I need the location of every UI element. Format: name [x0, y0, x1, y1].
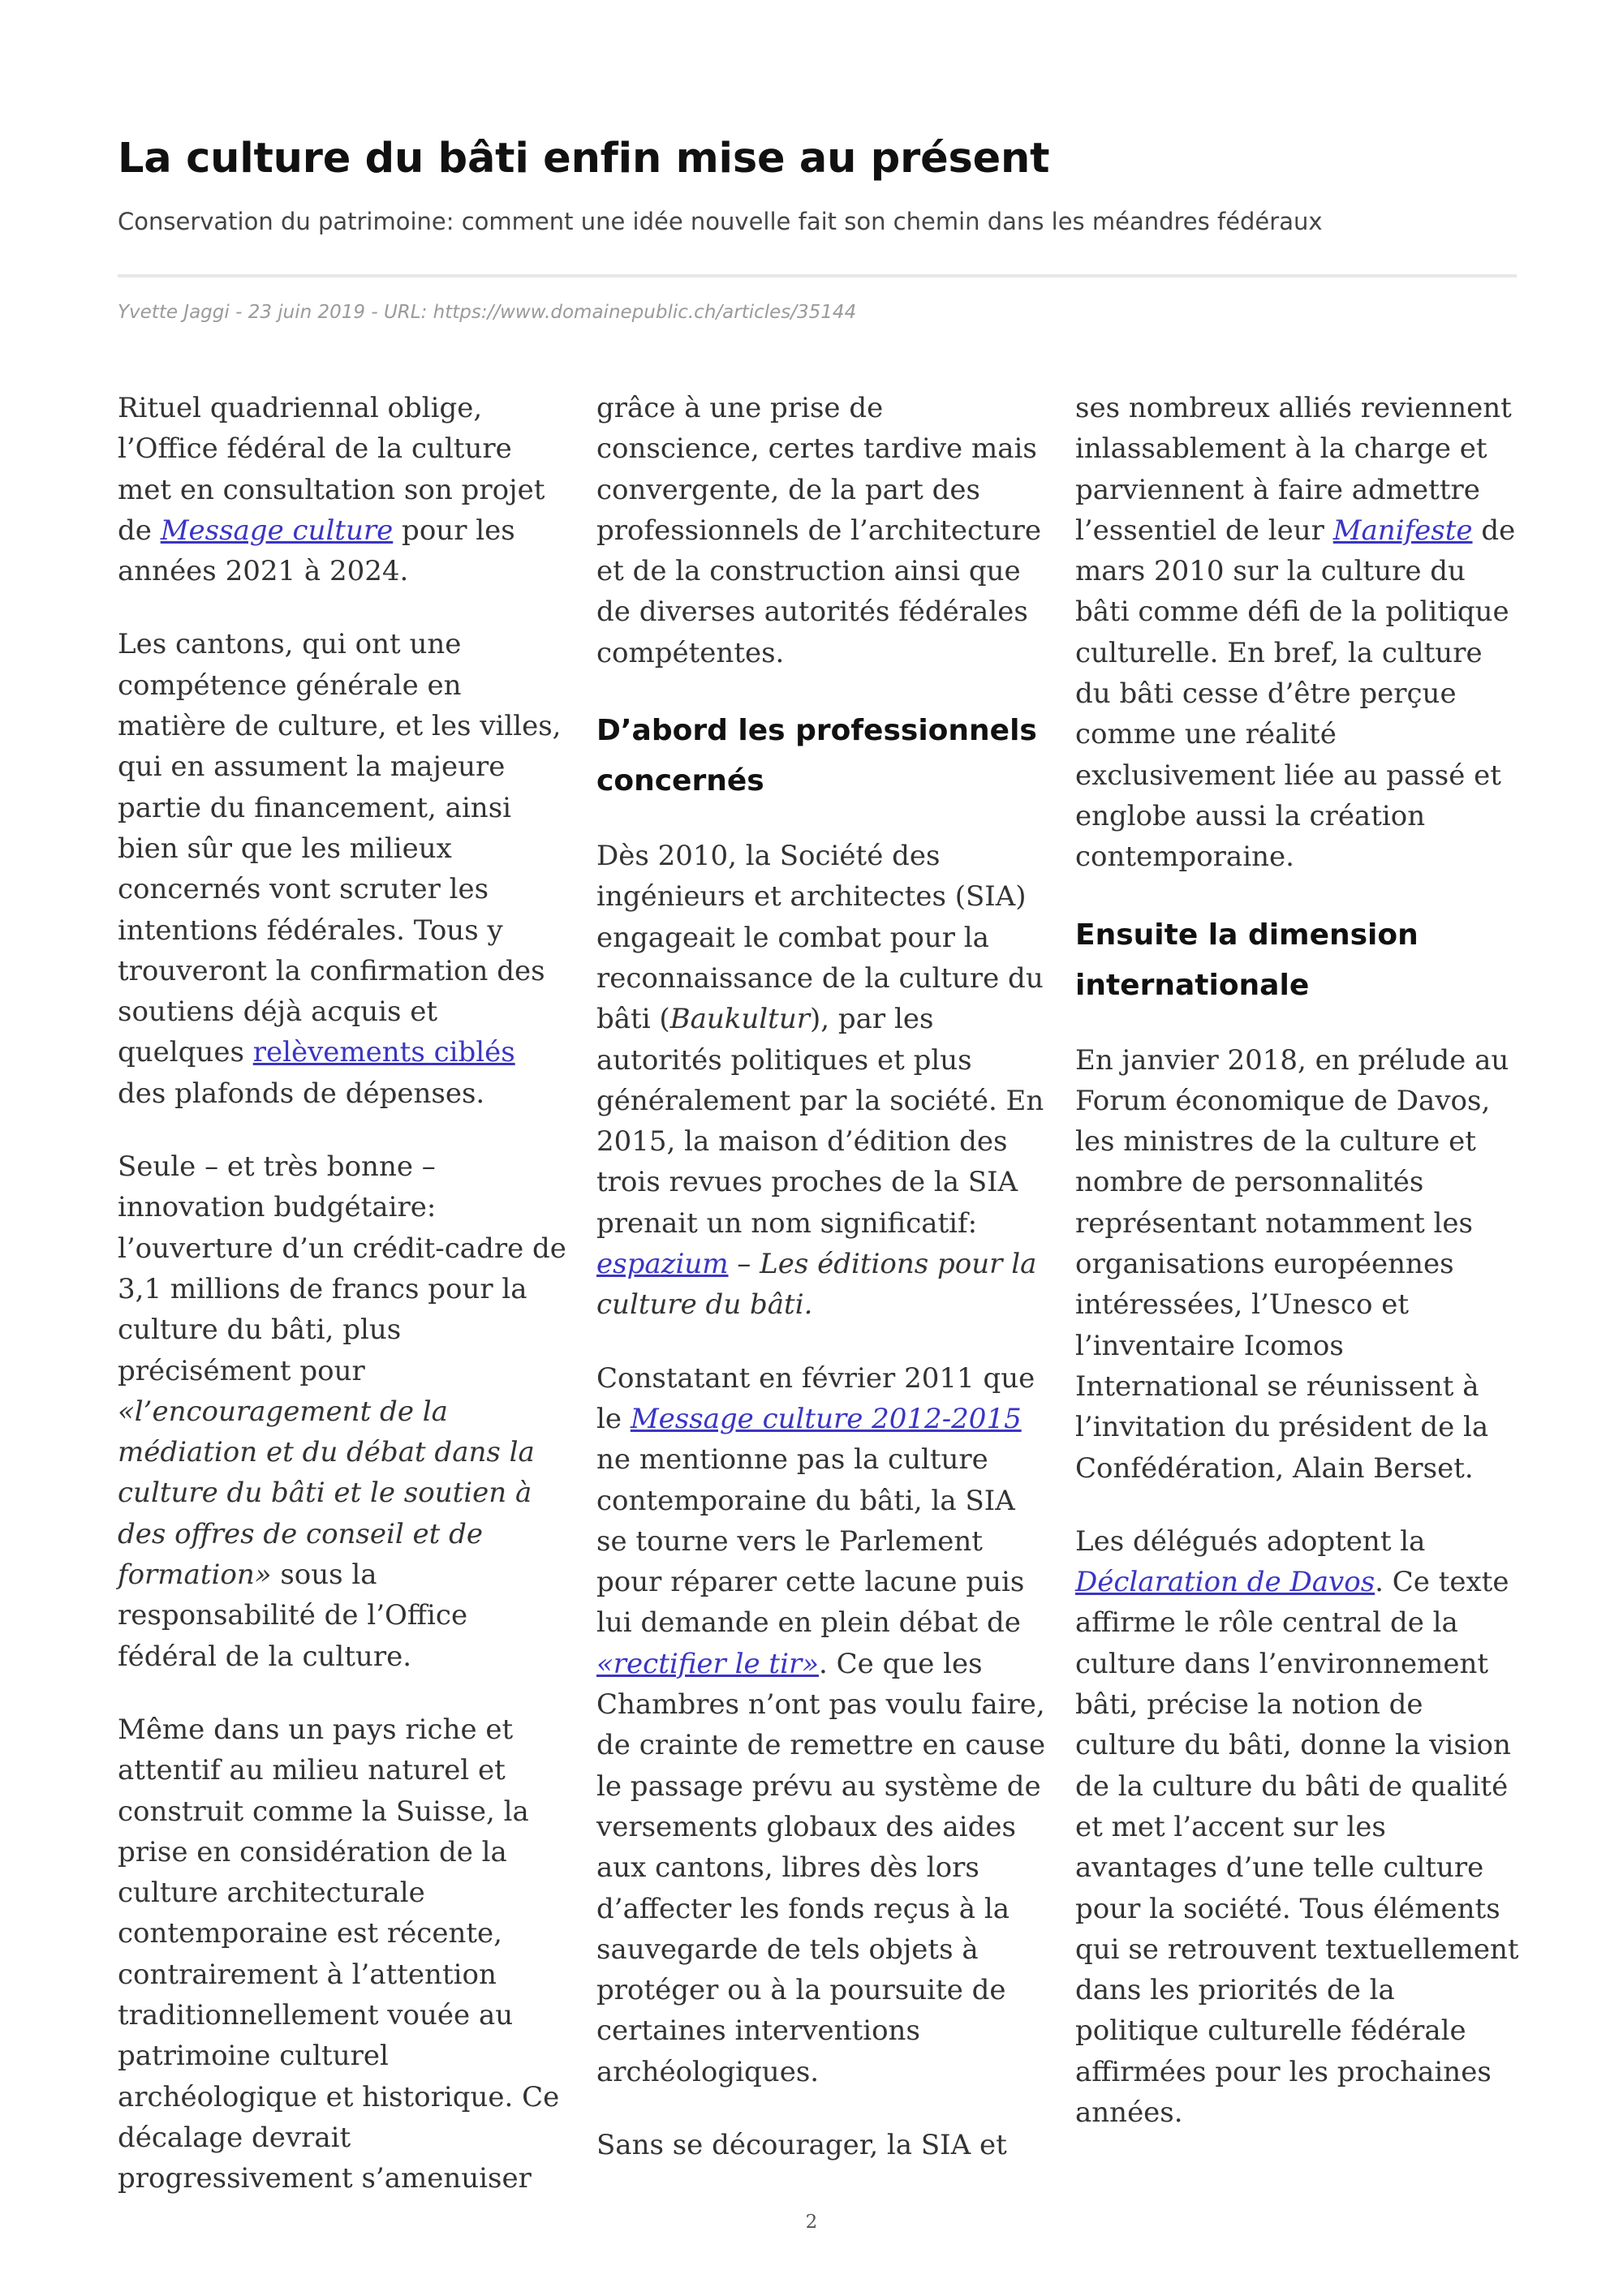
text-run: ), par les autorités politiques et plus généralement par la société. En 2015, la maison d’édition des trois revues proches de la SIA prenait un nom significatif: — [596, 1003, 1044, 1240]
message-culture-2012-2015-link[interactable]: Message culture 2012-2015 — [630, 1402, 1022, 1435]
text-run: ne mentionne pas la culture contemporaine du bâti, la SIA se tourne vers le Parlement pour réparer cette lacune puis lui demande en plein débat de — [596, 1443, 1025, 1640]
quote-text: «l’encouragement de la médiation et du débat dans la culture du bâti et le soutien à des offres de conseil et de formation» — [118, 1395, 535, 1592]
paragraph — [596, 1358, 1047, 2092]
page-number: 2 — [805, 2212, 818, 2233]
espazium-link[interactable]: espazium — [596, 1248, 729, 1281]
article-meta: Yvette Jaggi - 23 juin 2019 - URL: https://www.domainepublic.ch/articles/35144 — [118, 302, 857, 323]
text-run: sous la responsabilité de l’Office fédéral de la culture. — [118, 1559, 468, 1673]
text-run: Rituel quadriennal oblige, l’Office fédéral de la culture met en consultation son projet de — [118, 392, 545, 547]
text-run: Dès 2010, la Société des ingénieurs et architectes (SIA) engageait le combat pour la reconnaissance de la culture du bâti ( — [596, 840, 1044, 1036]
paragraph — [118, 388, 568, 591]
paragraph: grâce à une prise de conscience, certes tardive mais convergente, de la part des professionnels de l’architecture et de la construction ainsi que de diverses autorités fédérales compétentes. — [596, 392, 1041, 669]
text-run: ses nombreux alliés reviennent inlassablement à la charge et parviennent à faire admettre l’essentiel de leur — [1075, 392, 1512, 547]
emphasis-text: Baukultur — [669, 1003, 810, 1036]
paragraph: En janvier 2018, en prélude au Forum économique de Davos, les ministres de la culture et nombre de personnalités représentant notamment les organisations européennes intéressées, l’Unesco et l’inventaire Icomos International se réunissent à l’invitation du président de la Confédération, Alain Berset. — [1075, 1043, 1509, 1485]
text-run: de mars 2010 sur la culture du bâti comme défi de la politique culturelle. En bref, la culture du bâti cesse d’être perçue comme une réalité exclusivement liée au passé et englobe aussi la création contemporaine. — [1075, 514, 1516, 874]
relevements-cibles-link[interactable]: relèvements ciblés — [252, 1036, 515, 1069]
paragraph — [1075, 1521, 1526, 2133]
message-culture-link[interactable]: Message culture — [160, 514, 394, 547]
header-divider — [118, 274, 1517, 277]
text-run: des plafonds de dépenses. — [118, 1077, 485, 1110]
declaration-de-davos-link[interactable]: Déclaration de Davos — [1075, 1566, 1375, 1599]
text-run: Seule – et très bonne – innovation budgétaire: l’ouverture d’un crédit-cadre de 3,1 millions de francs pour la culture du bâti, plus précisément pour — [118, 1150, 566, 1387]
manifeste-link[interactable]: Manifeste — [1332, 514, 1473, 547]
section-heading-professionnels: D’abord les professionnels concernés — [596, 714, 1037, 798]
text-run: . Ce que les Chambres n’ont pas voulu faire, de crainte de remettre en cause le passage prévu au système de versements globaux des aides aux cantons, libres dès lors d’affecter les fonds reçus à la sauvegarde de tels objets à protéger ou à la poursuite de certaines interventions archéologiques. — [596, 1647, 1046, 2088]
paragraph — [596, 836, 1047, 1326]
paragraph — [118, 1146, 568, 1677]
text-column-2 — [596, 388, 1047, 2198]
text-run: Les délégués adoptent la — [1075, 1524, 1426, 1558]
text-run: Les cantons, qui ont une compétence générale en matière de culture, et les villes, qui en assument la majeure partie du financement, ainsi bien sûr que les milieux concernés vont scruter les intentions fédérales. Tous y trouveront la confirmation des soutiens déjà acquis et quelques — [118, 628, 562, 1069]
article-subtitle: Conservation du patrimoine: comment une idée nouvelle fait son chemin dans les méandres fédéraux — [118, 208, 1323, 235]
article-title: La culture du bâti enfin mise au présent — [118, 135, 1050, 183]
paragraph: Même dans un pays riche et attentif au milieu naturel et construit comme la Suisse, la prise en considération de la culture architecturale contemporaine est récente, contrairement à l’attention traditionnellement vouée au patrimoine culturel archéologique et historique. Ce décalage devrait progressivement s’amenuiser — [118, 1713, 560, 2195]
paragraph: Sans se décourager, la SIA et — [596, 2128, 1007, 2161]
text-column-3 — [1075, 388, 1526, 2165]
section-heading-internationale: Ensuite la dimension internationale — [1075, 918, 1419, 1002]
text-run: Constatant en février 2011 que le — [596, 1361, 1035, 1435]
paragraph — [118, 624, 568, 1114]
emphasis-text: – Les éditions pour la culture du bâti. — [596, 1248, 1037, 1322]
rectifier-le-tir-link[interactable]: «rectifier le tir» — [596, 1647, 820, 1680]
text-column-1 — [118, 388, 568, 2231]
text-run: . Ce texte affirme le rôle central de la culture dans l’environnement bâti, précise la notion de culture du bâti, donne la vision de la culture du bâti de qualité et met l’accent sur les avantages d’une telle culture pour la société. Tous éléments qui se retrouvent textuellement dans les priorités de la politique culturelle fédérale affirmées pour les prochaines années. — [1075, 1566, 1519, 2129]
text-run: pour les années 2021 à 2024. — [118, 514, 515, 588]
paragraph — [1075, 388, 1526, 878]
